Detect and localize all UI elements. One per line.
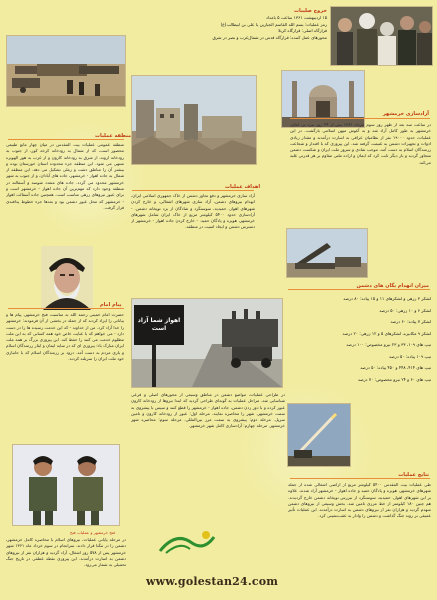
operation-info-line: ۱۵ اردیبهشت ۱۳۶۱ ساعت ۵ بامداد — [266, 15, 327, 20]
enemy-losses-heading: میزان انهدام یگان های دشمن — [356, 283, 429, 289]
commanders-photo — [330, 6, 433, 66]
operation-info-line: قرارگاه اصلی: قرارگاه کربلا — [278, 28, 327, 33]
enemy-losses-list — [288, 293, 431, 385]
list-item: تیپ های ۶۰ و ۲۴ نیرو مخصوص: ۷۰ درصد — [357, 376, 431, 382]
operation-info-line: محورهای عمل کننده: قرارگاه قدس در شمال‌غرب و نصر در شرق — [212, 34, 327, 40]
website-url[interactable]: www.golestan24.com — [146, 575, 279, 588]
results-text: طی عملیات بیت المقدس ۵۴۰۰ کیلومتر مربع از اراضی اشغالی شده از جمله شهرهای خرمشهر، هویزه و پادگان حمید و جاده اهواز - خرمشهر آزاد شدند. علاوه بر این شهرهای اهواز، حمیدیه، سوسنگرد از تیررس توپخانه دشمن خارج گردیدند. هم چنین ۱۸۰ کیلومتر از خط مرزی تامین شد. بخش وسیعی از نیروهای دشمن منهدم گردید و هزاران نفر از نیروهای دشمن به اسارت درآمدند. این عملیات تأثیر عمیقی بر روند جنگ گذاشت و دشمن را وادار به عقب‌نشینی کرد. — [288, 482, 431, 519]
operation-date-heading: خروج صلیبات — [293, 8, 327, 14]
objectives-text: آزاد سازی خرمشهر و دفع تجاوز دشمن از خاک جمهوری اسلامی ایران، انهدام نیروهای دشمن، آزاد سازی شهرهای اشغالی، و خارج کردن شهرهای اهواز، حمیدیه، سوسنگرد و شادگان از برد توپخانه دشمن. - آزادسازی حدود ۵۴۰۰ کیلومتر مربع از خاک ایران شامل شهرهای خرمشهر، هویزه و پادگان حمید. - خارج کردن جاده اهواز - خرمشهر از دسترس دشمن و ایجاد امنیت در منطقه. — [131, 193, 255, 230]
final-phase-text: در مرحله پایانی عملیات، نیروهای اسلام با محاصره کامل خرمشهر، دشمن را در تنگنا قرار دادند. سرانجام در سوم خرداد ماه ۱۳۶۱ شهر خرمشهر پس از ۵۷۸ روز اشغال، آزاد گردید و هزاران نفر از نیروهای دشمن به اسارت درآمدند. این پیروزی نقطه عطفی در تاریخ جنگ تحمیلی به شمار می‌رود. — [6, 537, 126, 568]
road-sign-photo — [131, 298, 283, 388]
list-item: لشکر ۳ زرهی و لشکرهای ۱۱ و ۱۵ پیاده: ۸۰ درصد — [343, 296, 431, 301]
region-heading: منطقه عملیات — [95, 133, 132, 139]
liberation-text: در ساعت سه بعد از ظهر روز سوم خرداد ۱۳۶۱ پس از ۲۴ روز نبرد بی امان، خرمشهر به طور کامل آزاد شد و به آغوش میهن اسلامی بازگشت. در این عملیات، حدود ۱۹۰۰۰ نفر از نظامیان عراقی به اسارت درآمدند و مقدار زیادی ادوات و تجهیزات دشمن به غنیمت گرفته شد. این پیروزی که با اقتدار و شجاعت رزمندگان اسلام به دست آمد، موجب شادی و سرور ملت ایران و شکست دشمن متجاوز گردید و بار دیگر ثابت کرد که ایمان و اراده ملتی مقاوم بر هر قدرتی غلبه می‌کند. — [290, 122, 431, 165]
list-item: تیپ های ۱۰۹، ۳۳ و ۲۳ نیرو مخصوص: ۱۰۰ درصد — [346, 342, 431, 347]
region-text: منطقه عمومی عملیات بیت المقدس در میان چهار مانع طبیعی محصور است، که از شمال به رودخانه کرخه کور، از جنوب به رودخانه اروند، از شرق به رودخانه کارون و از غرب به هور الهویزه منتهی می شود. این منطقه جزء محدوده استان خوزستان بوده و بیشتر آن را مناطق دشت و رملی تشکیل می دهد. این منطقه از شمال به جاده اهواز - خرمشهر، جاده های آبادان، و از جنوب به شهر خرمشهر محدود می گردد. جاده های متعدد شوسه و آسفالته در منطقه وجود دارد که مهم‌ترین آن جاده اهواز - خرمشهر است و برای عبور نیروهای زرهی مناسب است. همچنین جاده آسفالت اهواز - خرمشهر که محل عبور دشمن بود و بعدها جزء خطوط پدافندی قرار گرفت. — [6, 142, 124, 210]
list-item: تیپ های ۴۱۴، ۴۴۸ و ۴۵۰ پیاده: ۵۰ درصد — [360, 365, 431, 370]
divider — [290, 118, 430, 119]
divider — [132, 190, 254, 191]
imam-message-heading: پیام امام — [100, 302, 122, 308]
missile-launch-photo — [287, 403, 351, 467]
divider — [8, 139, 124, 140]
soldiers-photo — [12, 444, 120, 526]
divider — [288, 289, 430, 290]
list-item: تیپ ۱۰۹ پیاده: ۵۰ درصد — [389, 353, 431, 359]
objectives-heading: اهداف عملیات — [225, 184, 261, 190]
khomeini-portrait — [41, 246, 93, 310]
ruins-photo — [131, 75, 257, 165]
results-heading: نتایج عملیات — [398, 472, 429, 478]
operation-info-line: رمز عملیات: بسم الله القاسم الجبارین یا علی بن ابیطالب(ع) — [220, 21, 327, 27]
list-item: لشکر ۹ مکانیزه، لشکرهای ۵ و ۱۲ زرهی: ۲۰ درصد — [342, 330, 431, 336]
operation-info — [177, 15, 327, 41]
operation-plan-text: در طراحی عملیات، مواضع دشمن در مناطق وسیعی از محورهای اصلی و فرعی شناسایی شد. مراحل عملیات به گونه‌ای طراحی گردید که ابتدا نیروها از رودخانه کارون عبور کرده و با دور زدن دشمن، جاده اهواز - خرمشهر را قطع کنند و سپس با پیشروی به سمت خرمشهر، شهر را محاصره نمایند. مرحله اول: عبور از رودخانه کارون و تامین سرپل. مرحله دوم: پیشروی به سمت مرز بین‌المللی. مرحله سوم: محاصره شهر خرمشهر. مرحله چهارم: آزادسازی کامل شهر خرمشهر. — [131, 392, 285, 429]
tanks-photo — [6, 35, 126, 107]
soldiers-caption: فتح خرمشهر و عملیات فتح — [70, 530, 116, 535]
divider — [8, 308, 124, 309]
list-item: لشکر ۶ و ۱۰ زرهی: ۵۰ درصد — [379, 307, 431, 313]
liberation-heading: آزادسازی خرمشهر — [382, 111, 429, 117]
imam-message-text: حضرت امام خمینی رحمة الله به مناسبت فتح خرمشهر، پیام ها و بیاناتی را ایراد کردند که از جمله در بخشی از آن فرمودند: خرمشهر را خدا آزاد کرد. من از خداوند - که این خدمت رسیده ها را در دست دارد - می خواهم که با عنایت خاص خود همه کسانی که به این ملت مظلوم خدمت می کنند را حفظ کند. این پیروزی بزرگ بر همه ملت ایران مبارک باد؛ پیروزی ای که در سایه ایمان و ایثار رزمندگان اسلام و یاری مردم به دست آمد. درود بر رزمندگان اسلام که با جانبازی خود ملت ایران را سربلند کردند. — [6, 312, 124, 362]
list-item: لشکر ۷ پیاده: ۶۰ درصد — [390, 319, 431, 324]
mosque-photo — [281, 70, 365, 128]
golestan-logo — [156, 527, 216, 557]
divider — [290, 478, 430, 479]
artillery-photo — [286, 228, 368, 278]
sign-text: اهواز شما آزاد است — [137, 317, 181, 332]
